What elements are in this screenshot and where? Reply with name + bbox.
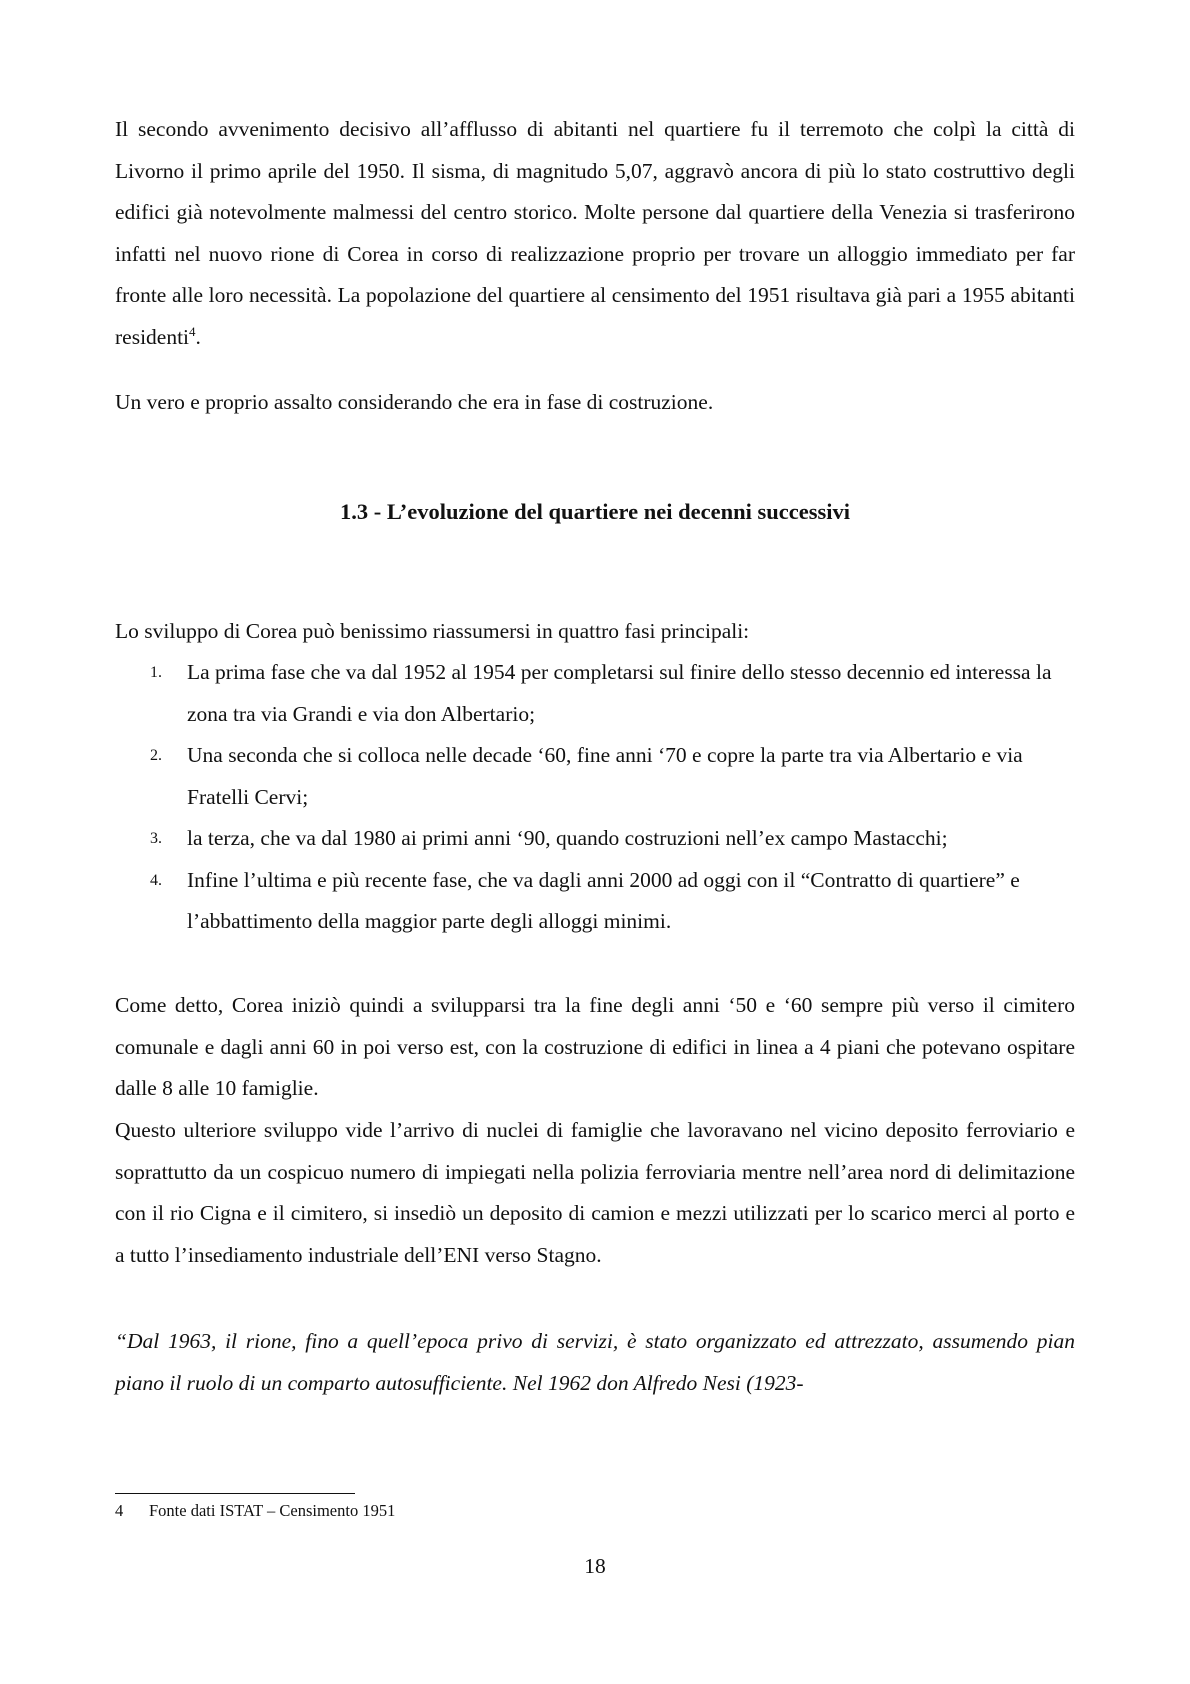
footnote	[115, 1500, 1015, 1522]
paragraph-earthquake-end: .	[195, 324, 201, 349]
list-item-number: 4.	[150, 871, 162, 889]
quotation-paragraph: “Dal 1963, il rione, fino a quell’epoca privo di servizi, è stato organizzato ed attrezzato, assumendo pian piano il ruolo di un comparto autosufficiente. Nel 1962 don Alfredo Nesi (1923-	[115, 1329, 1075, 1395]
paragraph-earthquake	[115, 109, 1075, 358]
list-item	[115, 735, 1075, 818]
paragraph-development: Come detto, Corea iniziò quindi a svilupparsi tra la fine degli anni ‘50 e ‘60 sempre più verso il cimitero comunale e dagli anni 60 in poi verso est, con la costruzione di edifici in linea a 4 piani che potevano ospitare dalle 8 alle 10 famiglie.	[115, 993, 1075, 1100]
footnote-reference[interactable]: 4	[189, 323, 196, 339]
list-item-number: 2.	[150, 747, 162, 764]
footnote-text: Fonte dati ISTAT – Censimento 1951	[149, 1501, 396, 1520]
paragraph-phases-intro: Lo sviluppo di Corea può benissimo riassumersi in quattro fasi principali:	[115, 619, 750, 643]
list-item	[115, 652, 1075, 735]
list-item-text: La prima fase che va dal 1952 al 1954 per completarsi sul finire dello stesso decennio ed interessa la zona tra via Grandi e via don Albertario;	[187, 660, 1052, 726]
list-item-number: 3.	[150, 830, 162, 847]
list-item-text: Una seconda che si colloca nelle decade ‘60, fine anni ‘70 e copre la parte tra via Albertario e via Fratelli Cervi;	[187, 743, 1023, 809]
paragraph-assault: Un vero e proprio assalto considerando che era in fase di costruzione.	[115, 390, 714, 414]
paragraph-further-development: Questo ulteriore sviluppo vide l’arrivo di nuclei di famiglie che lavoravano nel vicino deposito ferroviario e soprattutto da un cospicuo numero di impiegati nella polizia ferroviaria mentre nell’area nord di delimitazione con il rio Cigna e il cimitero, si insediò un deposito di camion e mezzi utilizzati per lo scarico merci al porto e a tutto l’insediamento industriale dell’ENI verso Stagno.	[115, 1118, 1075, 1267]
list-item-number: 1.	[150, 664, 162, 681]
list-item	[115, 818, 1075, 860]
list-item-text: Infine l’ultima e più recente fase, che va dagli anni 2000 ad oggi con il “Contratto di quartiere” e l’abbattimento della maggior parte degli alloggi minimi.	[187, 867, 1020, 933]
footnote-divider	[115, 1493, 355, 1494]
page-number: 18	[584, 1554, 606, 1578]
list-item	[115, 860, 1075, 943]
section-heading: 1.3 - L’evoluzione del quartiere nei decenni successivi	[340, 499, 850, 524]
list-item-text: la terza, che va dal 1980 ai primi anni ‘90, quando costruzioni nell’ex campo Mastacchi;	[187, 826, 948, 850]
phases-list	[115, 652, 1075, 943]
paragraph-earthquake-text: Il secondo avvenimento decisivo all’afflusso di abitanti nel quartiere fu il terremoto che colpì la città di Livorno il primo aprile del 1950. Il sisma, di magnitudo 5,07, aggravò ancora di più lo stato costruttivo degli edifici già notevolmente malmessi del centro storico. Molte persone dal quartiere della Venezia si trasferirono infatti nel nuovo rione di Corea in corso di realizzazione proprio per trovare un alloggio immediato per far fronte alle loro necessità. La popolazione del quartiere al censimento del 1951 risultava già pari a 1955 abitanti residenti	[115, 117, 1075, 349]
footnote-number: 4	[115, 1501, 124, 1520]
